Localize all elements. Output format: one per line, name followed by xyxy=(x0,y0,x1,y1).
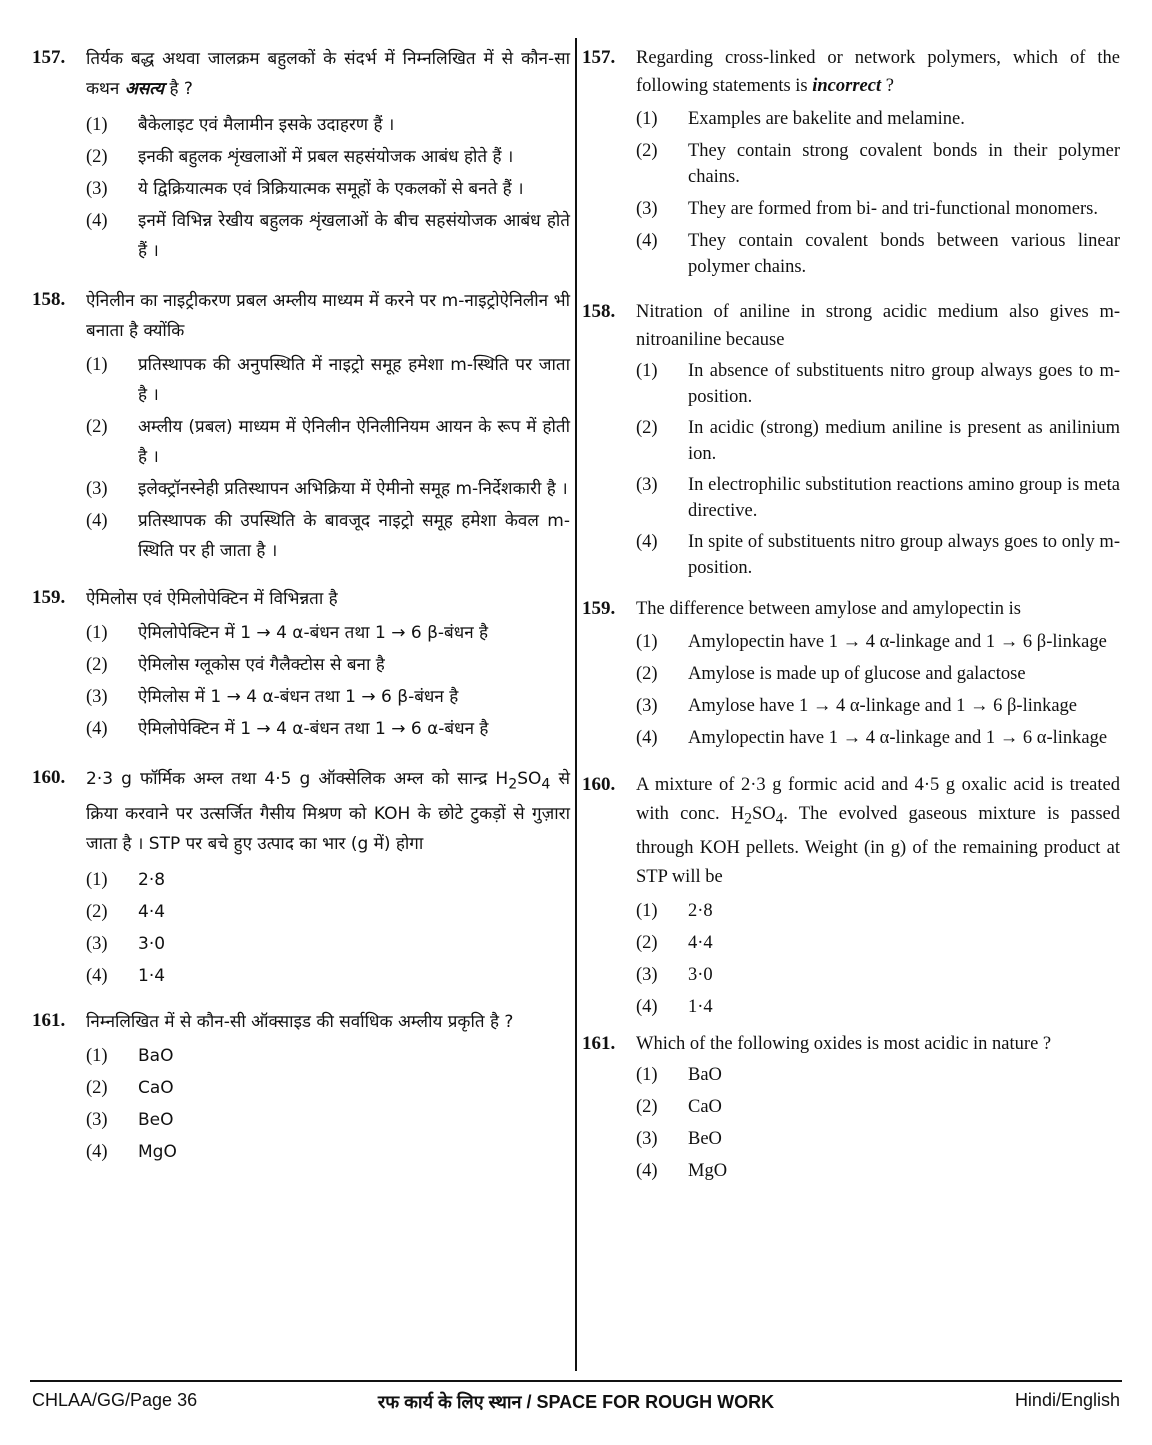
option xyxy=(86,650,570,680)
question-160-hindi xyxy=(32,764,570,991)
page-code: CHLAA/GG/Page 36 xyxy=(32,1390,198,1410)
question-text xyxy=(86,44,570,104)
question-text-part: A mixture of 2·3 g formic acid and 4·5 g oxalic acid is treated with conc. H xyxy=(636,775,1120,824)
option xyxy=(636,930,1120,956)
question-text-part: SO xyxy=(517,769,542,789)
option-number: (1) xyxy=(636,109,658,129)
question-number: 158. xyxy=(32,289,66,310)
option-number: (1) xyxy=(86,870,108,891)
option-number: (2) xyxy=(86,655,108,675)
question-157-english xyxy=(582,44,1120,280)
option xyxy=(636,725,1120,751)
option-text: BaO xyxy=(138,1046,174,1067)
option-number: (3) xyxy=(86,687,108,707)
option-number: (3) xyxy=(636,199,658,219)
option-number: (1) xyxy=(636,361,658,381)
option xyxy=(86,110,570,140)
option-text: 2·8 xyxy=(688,900,713,921)
option xyxy=(86,350,570,410)
question-number: 160. xyxy=(32,767,66,788)
question-160-english xyxy=(582,771,1120,1020)
option-text: 4·4 xyxy=(138,902,166,923)
question-text xyxy=(636,771,1120,892)
english-column xyxy=(582,44,1120,1184)
option xyxy=(636,415,1120,467)
subscript: 4 xyxy=(775,810,784,828)
option-text: CaO xyxy=(688,1096,722,1117)
option-text: ये द्विक्रियात्मक एवं त्रिक्रियात्मक समूहों के एकलकों से बनते हैं । xyxy=(138,179,524,199)
option-number: (4) xyxy=(636,231,658,251)
option xyxy=(86,618,570,648)
question-158-hindi xyxy=(32,286,570,566)
option-text: In absence of substituents nitro group always goes to m-position. xyxy=(688,361,1120,407)
question-text-part: SO xyxy=(751,804,776,824)
question-text: ऐमिलोस एवं ऐमिलोपेक्टिन में विभिन्नता है xyxy=(86,589,338,609)
option-text: इनकी बहुलक शृंखलाओं में प्रबल सहसंयोजक आबंध होते हैं । xyxy=(138,147,514,167)
option-number: (1) xyxy=(86,623,108,643)
option-text: MgO xyxy=(688,1160,728,1181)
question-text: निम्नलिखित में से कौन-सी ऑक्साइड की सर्वाधिक अम्लीय प्रकृति है ? xyxy=(86,1012,514,1033)
option-number: (3) xyxy=(86,479,108,499)
rough-work-label: रफ कार्य के लिए स्थान / SPACE FOR ROUGH WORK xyxy=(377,1392,775,1412)
option xyxy=(636,1094,1120,1120)
subscript: 4 xyxy=(541,776,551,793)
question-159-hindi xyxy=(32,584,570,744)
option xyxy=(86,1041,570,1071)
question-159-english xyxy=(582,595,1120,751)
question-158-english xyxy=(582,298,1120,581)
option-number: (4) xyxy=(86,511,108,531)
option xyxy=(86,506,570,566)
option xyxy=(636,138,1120,190)
option-text: They are formed from bi- and tri-functional monomers. xyxy=(688,199,1098,219)
question-text-part: है ? xyxy=(164,79,193,99)
option-text: 1·4 xyxy=(688,996,713,1017)
question-text-part: Regarding cross-linked or network polymers, which of the following statements is xyxy=(636,48,1120,96)
option-number: (1) xyxy=(86,1046,108,1067)
question-text: Which of the following oxides is most acidic in nature ? xyxy=(636,1033,1052,1054)
option xyxy=(86,142,570,172)
option xyxy=(636,196,1120,222)
option-number: (1) xyxy=(636,632,658,652)
option-text: Examples are bakelite and melamine. xyxy=(688,109,965,129)
option-number: (1) xyxy=(636,1064,658,1085)
option-number: (2) xyxy=(636,418,658,438)
option xyxy=(636,1126,1120,1152)
option xyxy=(86,1137,570,1167)
option-number: (2) xyxy=(636,932,658,953)
option xyxy=(86,1073,570,1103)
option-number: (1) xyxy=(86,115,108,135)
option-text: इलेक्ट्रॉनस्नेही प्रतिस्थापन अभिक्रिया में ऐमीनो समूह m-निर्देशकारी है । xyxy=(138,479,568,499)
option xyxy=(636,629,1120,655)
option xyxy=(86,897,570,927)
emphasis-word: असत्य xyxy=(124,79,165,99)
option-text: बैकेलाइट एवं मैलामीन इसके उदाहरण हैं । xyxy=(138,115,395,135)
option-text: In electrophilic substitution reactions amino group is meta directive. xyxy=(688,475,1120,521)
question-157-hindi xyxy=(32,44,570,266)
option xyxy=(86,206,570,266)
option xyxy=(636,529,1120,581)
option-number: (1) xyxy=(86,355,108,375)
option xyxy=(86,682,570,712)
option-number: (2) xyxy=(636,664,658,684)
option-number: (3) xyxy=(86,1110,108,1131)
option xyxy=(636,106,1120,132)
question-number: 161. xyxy=(32,1010,66,1032)
option-text: 3·0 xyxy=(138,934,166,955)
question-number: 157. xyxy=(582,47,616,68)
question-text xyxy=(636,44,1120,100)
option xyxy=(636,661,1120,687)
question-161-english xyxy=(582,1030,1120,1184)
option-text: 4·4 xyxy=(688,932,713,953)
option-text: अम्लीय (प्रबल) माध्यम में ऐनिलीन ऐनिलीनियम आयन के रूप में होती है । xyxy=(138,417,570,467)
option-text: Amylose have 1 → 4 α-linkage and 1 → 6 β-linkage xyxy=(688,696,1078,716)
option xyxy=(86,929,570,959)
question-number: 159. xyxy=(582,598,616,619)
option xyxy=(86,412,570,472)
option-text: In acidic (strong) medium aniline is present as anilinium ion. xyxy=(688,418,1120,464)
option-text: MgO xyxy=(138,1142,177,1163)
question-text: ऐनिलीन का नाइट्रीकरण प्रबल अम्लीय माध्यम में करने पर m-नाइट्रोऐनिलीन भी बनाता है क्योंकि xyxy=(86,291,570,341)
option-number: (4) xyxy=(636,728,658,748)
option-text: They contain covalent bonds between various linear polymer chains. xyxy=(688,231,1120,277)
question-text xyxy=(86,764,570,859)
option-text: Amylopectin have 1 → 4 α-linkage and 1 → 6 β-linkage xyxy=(688,632,1107,652)
question-text-part: 2·3 g फॉर्मिक अम्ल तथा 4·5 g ऑक्सेलिक अम्ल को सान्द्र H xyxy=(86,769,509,789)
option-text: ऐमिलोपेक्टिन में 1 → 4 α-बंधन तथा 1 → 6 β-बंधन है xyxy=(138,623,489,643)
option-text: इनमें विभिन्न रेखीय बहुलक शृंखलाओं के बीच सहसंयोजक आबंध होते हैं । xyxy=(138,211,570,261)
option xyxy=(636,228,1120,280)
option-number: (3) xyxy=(636,1128,658,1149)
question-number: 159. xyxy=(32,587,66,608)
option-text: CaO xyxy=(138,1078,174,1099)
question-number: 160. xyxy=(582,774,616,795)
option-text: 2·8 xyxy=(138,870,166,891)
option-number: (4) xyxy=(636,996,658,1017)
option-text: ऐमिलोस ग्लूकोस एवं गैलैक्टोस से बना है xyxy=(138,655,385,675)
option xyxy=(636,962,1120,988)
question-number: 157. xyxy=(32,47,66,68)
option-number: (3) xyxy=(636,696,658,716)
question-161-hindi xyxy=(32,1007,570,1167)
option xyxy=(636,898,1120,924)
option-number: (2) xyxy=(636,141,658,161)
option-number: (4) xyxy=(86,1142,108,1163)
option xyxy=(86,1105,570,1135)
option xyxy=(86,474,570,504)
language-label: Hindi/English xyxy=(1014,1390,1120,1410)
option-text: BeO xyxy=(688,1128,722,1149)
option-text: 3·0 xyxy=(688,964,713,985)
option xyxy=(636,994,1120,1020)
option-number: (3) xyxy=(86,934,108,955)
question-text: The difference between amylose and amylopectin is xyxy=(636,599,1021,619)
option-number: (4) xyxy=(86,719,108,739)
option-text: Amylose is made up of glucose and galactose xyxy=(688,664,1026,684)
option xyxy=(636,472,1120,524)
page-footer xyxy=(32,1390,1120,1414)
question-text-part: . The evolved gaseous mixture is passed through KOH pellets. Weight (in g) of the remaining product at STP will be xyxy=(636,804,1120,887)
option-number: (2) xyxy=(86,417,108,437)
option-text: प्रतिस्थापक की अनुपस्थिति में नाइट्रो समूह हमेशा m-स्थिति पर जाता है । xyxy=(138,355,570,405)
option-text: BaO xyxy=(688,1064,722,1085)
option-text: Amylopectin have 1 → 4 α-linkage and 1 → 6 α-linkage xyxy=(688,728,1108,748)
question-number: 161. xyxy=(582,1032,616,1054)
option xyxy=(636,358,1120,410)
option-text: प्रतिस्थापक की उपस्थिति के बावजूद नाइट्रो समूह हमेशा केवल m-स्थिति पर ही जाता है । xyxy=(138,511,570,561)
hindi-column xyxy=(32,44,570,1167)
option-text: ऐमिलोस में 1 → 4 α-बंधन तथा 1 → 6 β-बंधन है xyxy=(138,687,459,707)
option xyxy=(86,865,570,895)
option-number: (3) xyxy=(86,179,108,199)
question-text-part: से क्रिया करवाने पर उत्सर्जित गैसीय मिश्रण को KOH के छोटे टुकड़ों से गुज़ारा जाता है । STP पर बचे हुए उत्पाद का भार (g में) होगा xyxy=(86,769,570,855)
option-number: (1) xyxy=(636,900,658,921)
option-text: BeO xyxy=(138,1110,174,1131)
option-text: ऐमिलोपेक्टिन में 1 → 4 α-बंधन तथा 1 → 6 α-बंधन है xyxy=(138,719,489,739)
option-number: (2) xyxy=(636,1096,658,1117)
option-text: 1·4 xyxy=(138,966,166,987)
subscript: 2 xyxy=(508,776,518,793)
option xyxy=(636,693,1120,719)
option-number: (3) xyxy=(636,475,658,495)
question-number: 158. xyxy=(582,301,616,322)
option-number: (4) xyxy=(86,966,108,987)
option-number: (2) xyxy=(86,902,108,923)
subscript: 2 xyxy=(744,810,752,828)
option-number: (4) xyxy=(86,211,108,231)
footer-rule xyxy=(30,1380,1122,1382)
question-text-part: ? xyxy=(881,76,894,96)
question-text-part: तिर्यक बद्ध अथवा जालक्रम बहुलकों के संदर्भ में निम्नलिखित में से कौन-सा कथन xyxy=(86,49,570,99)
question-text: Nitration of aniline in strong acidic medium also gives m-nitroaniline because xyxy=(636,302,1120,350)
column-divider xyxy=(575,38,577,1371)
option xyxy=(636,1158,1120,1184)
option-text: In spite of substituents nitro group always goes to only m-position. xyxy=(688,532,1120,578)
emphasis-word: incorrect xyxy=(812,76,882,96)
option xyxy=(86,174,570,204)
option xyxy=(86,961,570,991)
option-number: (4) xyxy=(636,1160,658,1181)
option-number: (3) xyxy=(636,964,658,985)
option-number: (2) xyxy=(86,147,108,167)
option-number: (4) xyxy=(636,532,658,552)
option-text: They contain strong covalent bonds in their polymer chains. xyxy=(688,141,1120,187)
option xyxy=(86,714,570,744)
option xyxy=(636,1062,1120,1088)
option-number: (2) xyxy=(86,1078,108,1099)
